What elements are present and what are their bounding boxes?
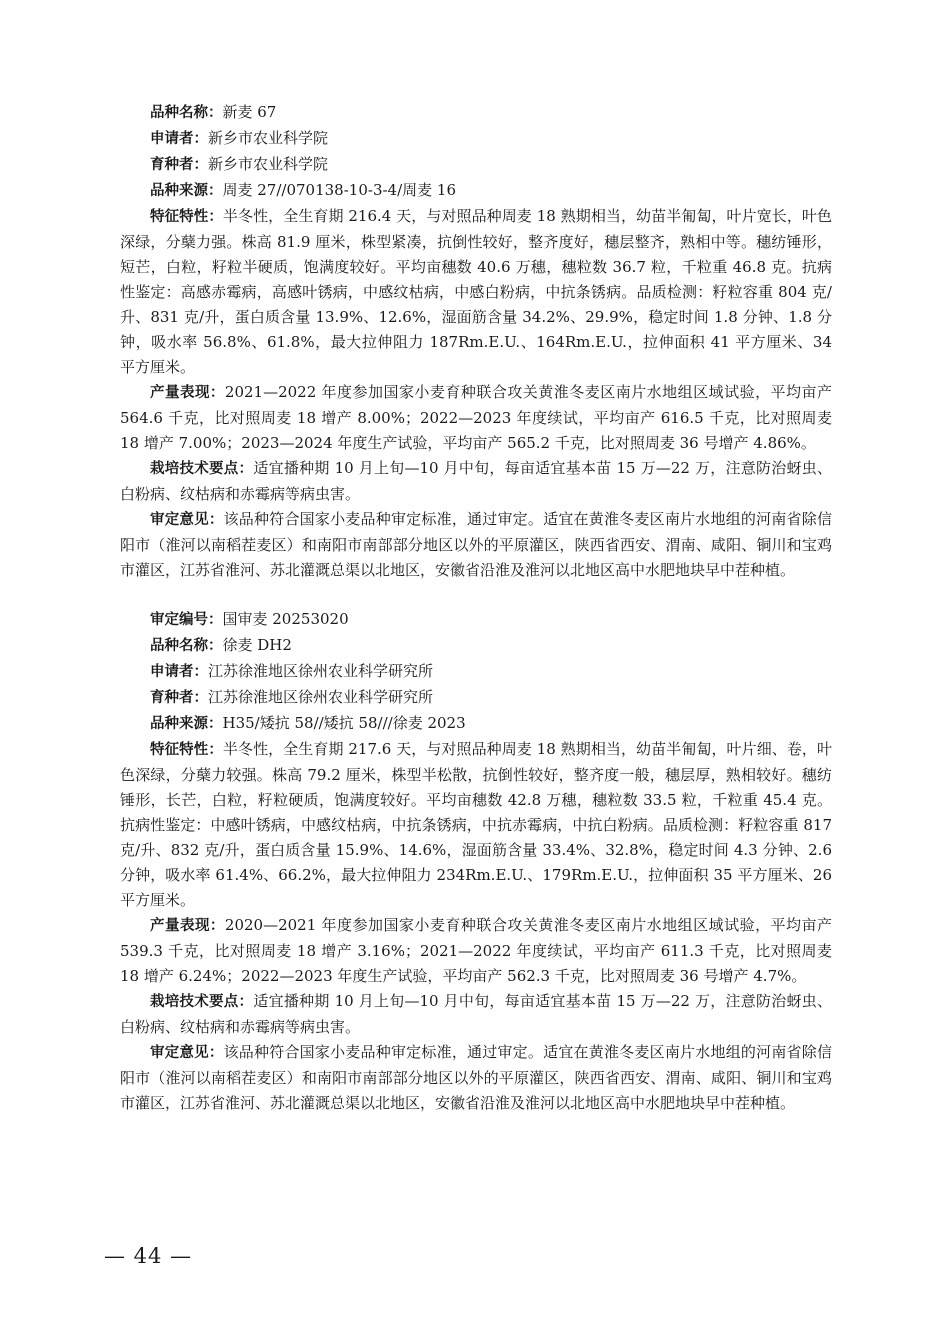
field-cultivation-tips bbox=[120, 456, 832, 507]
field-label: 育种者： bbox=[150, 690, 208, 706]
field-value: 周麦 27//070138-10-3-4/周麦 16 bbox=[222, 181, 457, 199]
field-value: 徐麦 DH2 bbox=[222, 636, 292, 654]
field-value: 国审麦 20253020 bbox=[222, 610, 349, 628]
field-value: 新乡市农业科学院 bbox=[208, 155, 329, 173]
field-yield-performance bbox=[120, 380, 832, 456]
field-label: 审定意见： bbox=[150, 1045, 224, 1061]
field-label: 品种名称： bbox=[150, 638, 223, 654]
field-value: 2020—2021 年度参加国家小麦育种联合攻关黄淮冬麦区南片水地组区域试验，平均亩产 539.3 千克，比对照周麦 18 增产 3.16%；2021—2022 年度续试，平均亩产 611.3 千克，比对照周麦 18 增产 6.24%；2022—2023 年度生产试验，平均亩产 562.3 千克，比对照周麦 36 号增产 4.7%。 bbox=[120, 916, 832, 985]
field-applicant bbox=[120, 126, 832, 152]
field-value: 江苏徐淮地区徐州农业科学研究所 bbox=[208, 688, 434, 706]
field-label: 审定意见： bbox=[150, 512, 224, 528]
field-approval-number bbox=[120, 607, 832, 633]
field-value: 2021—2022 年度参加国家小麦育种联合攻关黄淮冬麦区南片水地组区域试验，平均亩产 564.6 千克，比对照周麦 18 增产 8.00%；2022—2023 年度续试，平均亩产 616.5 千克，比对照周麦 18 增产 7.00%；2023—2024 年度生产试验，平均亩产 565.2 千克，比对照周麦 36 号增产 4.86%。 bbox=[120, 383, 832, 452]
field-pedigree bbox=[120, 711, 832, 737]
field-label: 特征特性： bbox=[150, 742, 223, 758]
field-label: 育种者： bbox=[150, 157, 208, 173]
field-label: 栽培技术要点： bbox=[150, 461, 254, 477]
field-label: 申请者： bbox=[150, 664, 208, 680]
field-value: 半冬性，全生育期 216.4 天，与对照品种周麦 18 熟期相当，幼苗半匍匐，叶片宽长，叶色深绿，分蘖力强。株高 81.9 厘米，株型紧凑，抗倒性较好，整齐度好，穗层整齐，熟相中等。穗纺锤形，短芒，白粒，籽粒半硬质，饱满度较好。平均亩穗数 40.6 万穗，穗粒数 36.7 粒，千粒重 46.8 克。抗病性鉴定：高感赤霉病，高感叶锈病，中感纹枯病，中感白粉病，中抗条锈病。品质检测：籽粒容重 804 克/升、831 克/升，蛋白质含量 13.9%、12.6%，湿面筋含量 34.2%、29.9%，稳定时间 1.8 分钟、1.8 分钟，吸水率 56.8%、61.8%，最大拉伸阻力 187Rm.E.U.、164Rm.E.U.，拉伸面积 41 平方厘米、34 平方厘米。 bbox=[120, 207, 833, 376]
field-cultivation-tips bbox=[120, 989, 832, 1040]
field-label: 特征特性： bbox=[150, 209, 223, 225]
field-value: 该品种符合国家小麦品种审定标准，通过审定。适宜在黄淮冬麦区南片水地组的河南省除信阳市（淮河以南稻茬麦区）和南阳市南部部分地区以外的平原灌区，陕西省西安、渭南、咸阳、铜川和宝鸡市灌区，江苏省淮河、苏北灌溉总渠以北地区，安徽省沿淮及淮河以北地区高中水肥地块早中茬种植。 bbox=[120, 510, 832, 579]
variety-entry-xinmai-67 bbox=[120, 100, 832, 583]
field-pedigree bbox=[120, 178, 832, 204]
field-value: 适宜播种期 10 月上旬—10 月中旬，每亩适宜基本苗 15 万—22 万，注意防治蚜虫、白粉病、纹枯病和赤霉病等病虫害。 bbox=[120, 992, 833, 1036]
field-breeder bbox=[120, 152, 832, 178]
field-value: 适宜播种期 10 月上旬—10 月中旬，每亩适宜基本苗 15 万—22 万，注意防治蚜虫、白粉病、纹枯病和赤霉病等病虫害。 bbox=[120, 459, 833, 503]
variety-entry-xumai-dh2 bbox=[120, 607, 832, 1116]
field-label: 产量表现： bbox=[150, 385, 225, 401]
field-label: 品种名称： bbox=[150, 105, 223, 121]
field-value: 该品种符合国家小麦品种审定标准，通过审定。适宜在黄淮冬麦区南片水地组的河南省除信阳市（淮河以南稻茬麦区）和南阳市南部部分地区以外的平原灌区，陕西省西安、渭南、咸阳、铜川和宝鸡市灌区，江苏省淮河、苏北灌溉总渠以北地区，安徽省沿淮及淮河以北地区高中水肥地块早中茬种植。 bbox=[120, 1043, 832, 1112]
field-yield-performance bbox=[120, 913, 832, 989]
field-label: 栽培技术要点： bbox=[150, 994, 254, 1010]
field-value: 新麦 67 bbox=[222, 103, 277, 121]
field-characteristics bbox=[120, 204, 832, 380]
field-label: 审定编号： bbox=[150, 612, 223, 628]
field-variety-name bbox=[120, 633, 832, 659]
field-variety-name bbox=[120, 100, 832, 126]
page-number: — 44 — bbox=[104, 1244, 193, 1268]
field-value: 江苏徐淮地区徐州农业科学研究所 bbox=[208, 662, 434, 680]
field-label: 品种来源： bbox=[150, 716, 223, 732]
field-characteristics bbox=[120, 737, 832, 913]
field-value: 半冬性，全生育期 217.6 天，与对照品种周麦 18 熟期相当，幼苗半匍匐，叶片细、卷，叶色深绿，分蘖力较强。株高 79.2 厘米，株型半松散，抗倒性较好，整齐度一般，穗层厚，熟相较好。穗纺锤形，长芒，白粒，籽粒硬质，饱满度较好。平均亩穗数 42.8 万穗，穗粒数 33.5 粒，千粒重 45.4 克。抗病性鉴定：中感叶锈病，中感纹枯病，中抗条锈病，中抗赤霉病，中抗白粉病。品质检测：籽粒容重 817 克/升、832 克/升，蛋白质含量 15.9%、14.6%，湿面筋含量 33.4%、32.8%，稳定时间 4.3 分钟、2.6 分钟，吸水率 61.4%、66.2%，最大拉伸阻力 234Rm.E.U.、179Rm.E.U.，拉伸面积 35 平方厘米、26 平方厘米。 bbox=[120, 740, 833, 909]
field-label: 申请者： bbox=[150, 131, 208, 147]
field-breeder bbox=[120, 685, 832, 711]
field-label: 产量表现： bbox=[150, 918, 225, 934]
document-page bbox=[120, 100, 832, 1116]
field-approval-opinion bbox=[120, 1040, 832, 1116]
field-value: H35/矮抗 58//矮抗 58///徐麦 2023 bbox=[222, 714, 466, 732]
field-value: 新乡市农业科学院 bbox=[208, 129, 329, 147]
field-applicant bbox=[120, 659, 832, 685]
field-approval-opinion bbox=[120, 507, 832, 583]
field-label: 品种来源： bbox=[150, 183, 223, 199]
